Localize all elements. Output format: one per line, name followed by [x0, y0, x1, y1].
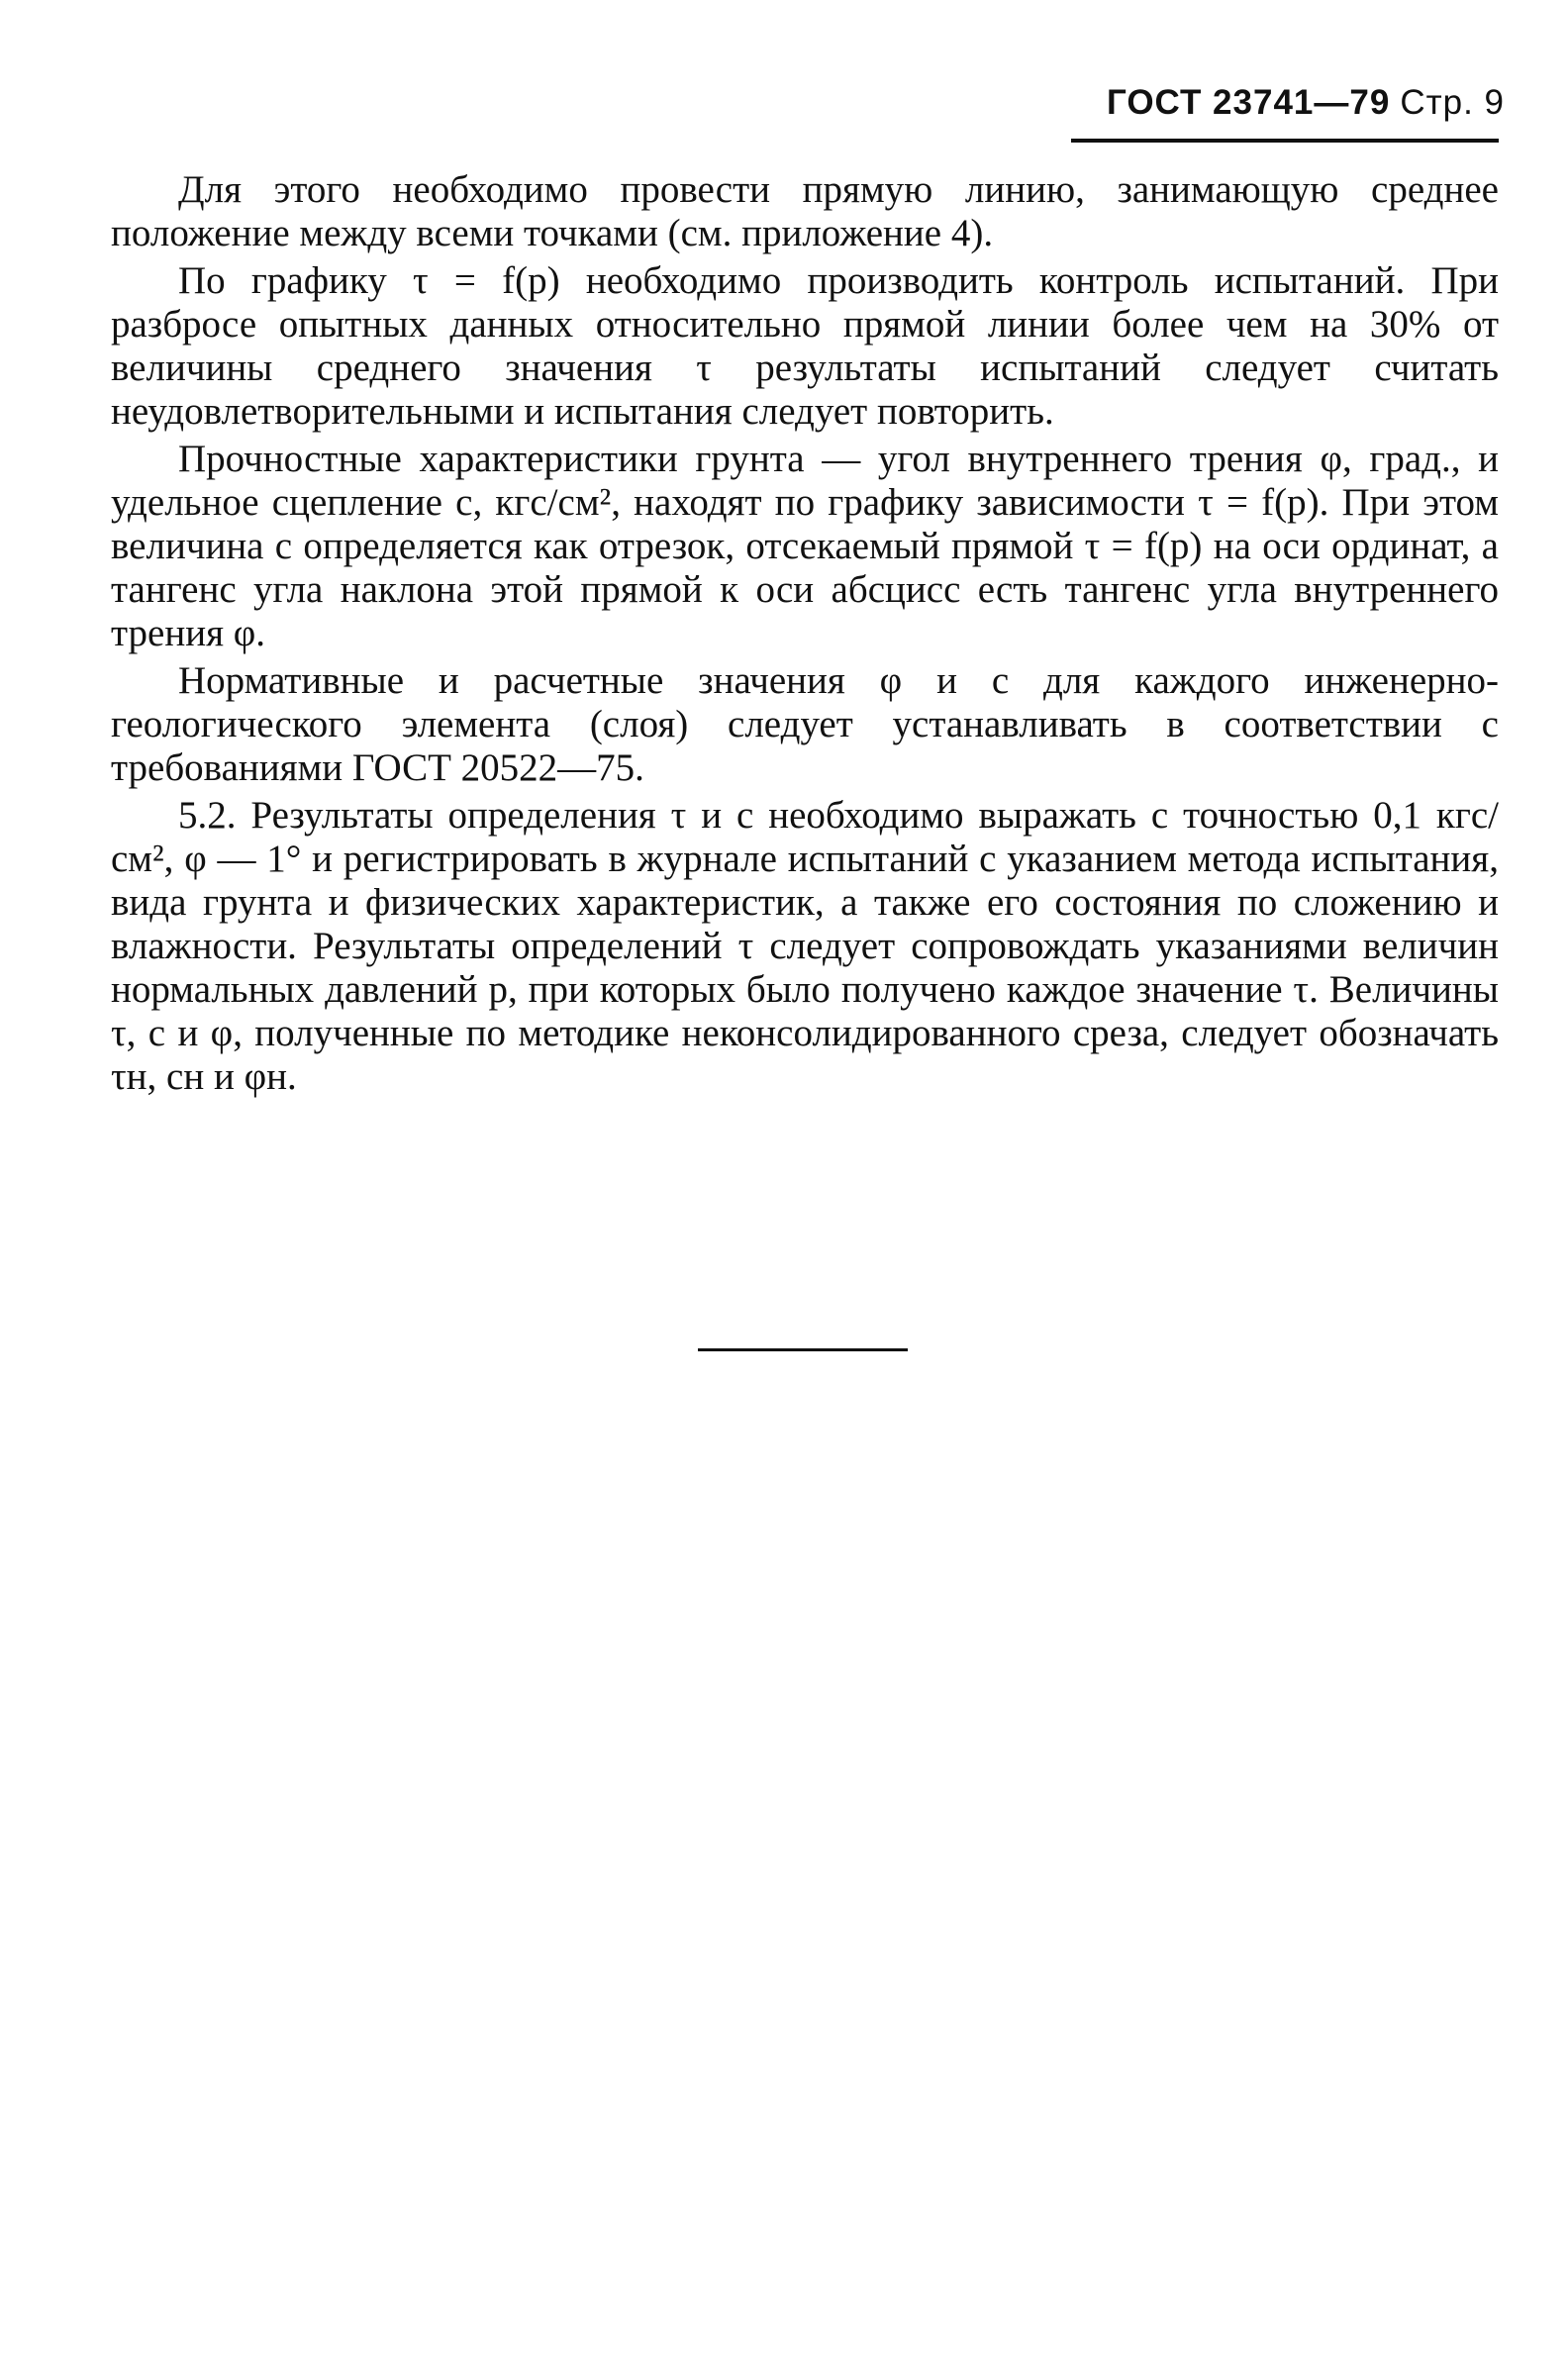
paragraph-3: Прочностные характеристики грунта — угол внутреннего трения φ, град., и удельное сцепление с, кгс/см², находят по графику зависимости τ = f(p). При этом величина с определяется как отрезок, отсекаемый прямой τ = f(p) на оси ординат, а тангенс угла наклона этой прямой к оси абсцисс есть тангенс угла внутреннего трения φ. [111, 438, 1499, 654]
paragraph-5-2: 5.2. Результаты определения τ и с необходимо выражать с точностью 0,1 кгс/см², φ — 1° и регистрировать в журнале испытаний с указанием метода испытания, вида грунта и физических характеристик, а также его состояния по сложению и влажности. Результаты определений τ следует сопровождать указаниями величин нормальных давлений p, при которых было получено каждое значение τ. Величины τ, с и φ, полученные по методике неконсолидированного среза, следует обозначать τн, сн и φн. [111, 794, 1499, 1098]
standard-number: ГОСТ 23741—79 [1106, 83, 1391, 122]
paragraph-4: Нормативные и расчетные значения φ и с для каждого инженерно-геологического элемента (слоя) следует устанавливать в соответствии с требованиями ГОСТ 20522—75. [111, 659, 1499, 789]
page-header [1069, 83, 1505, 145]
end-of-text-rule [698, 1348, 908, 1351]
paragraph-2: По графику τ = f(p) необходимо производить контроль испытаний. При разбросе опытных данных относительно прямой линии более чем на 30% от величины среднего значения τ результаты испытаний следует считать неудовлетворительными и испытания следует повторить. [111, 259, 1499, 433]
paragraph-1: Для этого необходимо провести прямую линию, занимающую среднее положение между всеми точками (см. приложение 4). [111, 168, 1499, 254]
body-text [111, 168, 1499, 1103]
page-number: Стр. 9 [1400, 83, 1505, 122]
header-rule [1071, 139, 1499, 143]
